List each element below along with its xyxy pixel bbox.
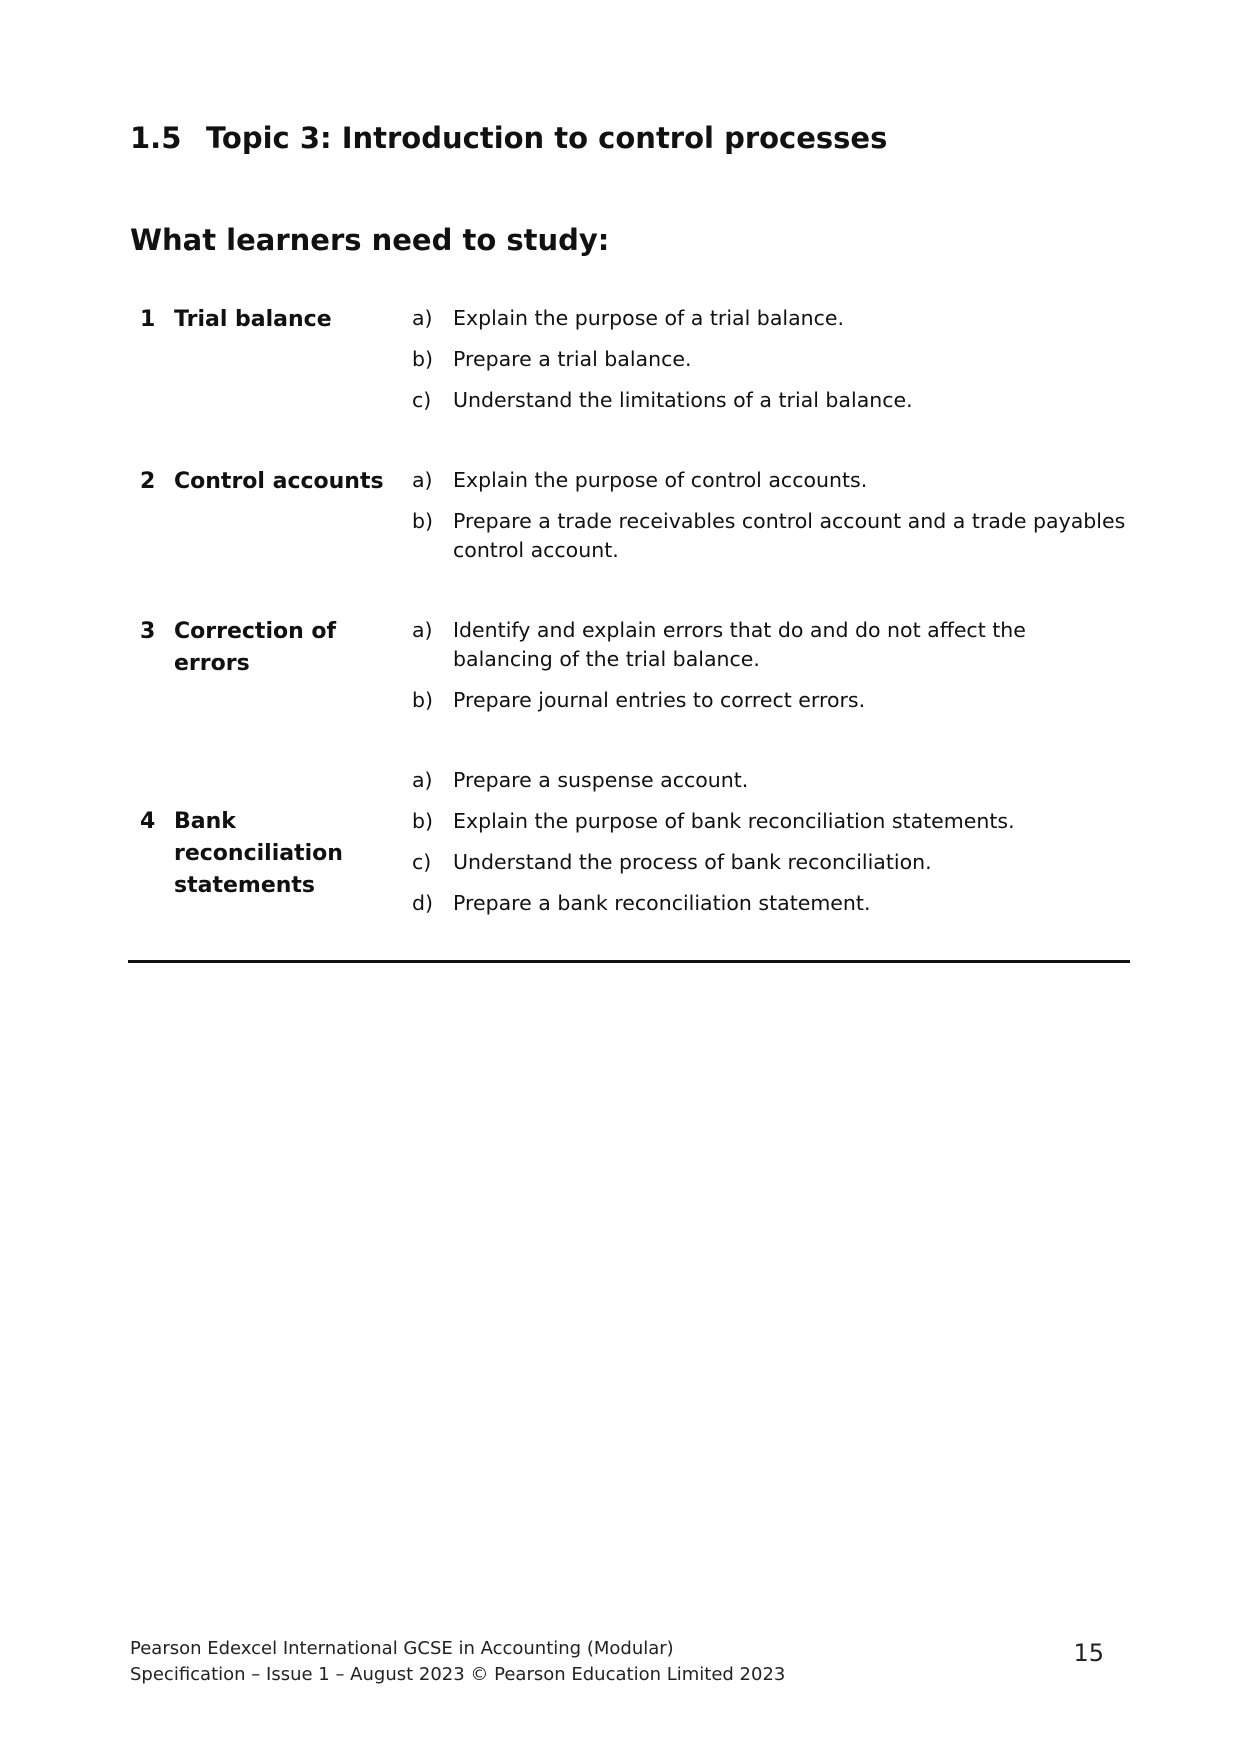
objective-item — [412, 386, 1130, 415]
objective-text: Explain the purpose of a trial balance. — [453, 306, 845, 330]
objective-list — [412, 616, 1130, 727]
objective-list — [412, 766, 1130, 930]
objective-text: Prepare a trial balance. — [453, 347, 692, 371]
section-divider — [128, 960, 1130, 963]
objective-item — [412, 304, 1130, 333]
section-number: 1.5 — [130, 121, 182, 155]
section-heading — [130, 118, 887, 158]
objective-text: Prepare journal entries to correct errors. — [453, 688, 866, 712]
objective-letter: b) — [412, 809, 434, 833]
objective-item — [412, 507, 1130, 565]
objective-text: Understand the limitations of a trial balance. — [453, 388, 913, 412]
topic-title: Trial balance — [174, 307, 332, 332]
objective-item — [412, 345, 1130, 374]
objective-letter: a) — [412, 306, 433, 330]
topic-number: 4 — [140, 809, 156, 834]
footer-line-1: Pearson Edexcel International GCSE in Accounting (Modular) — [130, 1638, 674, 1659]
objective-letter: b) — [412, 347, 434, 371]
topic-number: 1 — [140, 307, 156, 332]
objective-letter: c) — [412, 388, 432, 412]
study-subheading: What learners need to study: — [130, 223, 610, 257]
topic-title: Correction of errors — [174, 619, 337, 676]
page-footer — [130, 1636, 785, 1688]
objective-text: Prepare a trade receivables control account and a trade payables control account. — [453, 509, 1126, 562]
topic-number: 2 — [140, 469, 156, 494]
topic-number: 3 — [140, 619, 156, 644]
objective-list — [412, 466, 1130, 577]
topic-title: Control accounts — [174, 469, 384, 494]
objective-item — [412, 616, 1130, 674]
topic-label — [130, 304, 405, 336]
objective-text: Prepare a suspense account. — [453, 768, 749, 792]
objective-text: Explain the purpose of bank reconciliation statements. — [453, 809, 1015, 833]
objective-item — [412, 889, 1130, 918]
page-number: 15 — [1073, 1639, 1104, 1667]
topic-title: Bank reconciliation statements — [174, 809, 343, 898]
objective-letter: a) — [412, 618, 433, 642]
topic-label — [130, 806, 405, 902]
objective-letter: c) — [412, 850, 432, 874]
objective-letter: d) — [412, 891, 434, 915]
footer-line-2: Specification – Issue 1 – August 2023 © Pearson Education Limited 2023 — [130, 1664, 786, 1685]
topic-label — [130, 466, 405, 498]
objective-letter: b) — [412, 688, 434, 712]
objective-list — [412, 304, 1130, 427]
objective-item — [412, 848, 1130, 877]
objective-letter: b) — [412, 509, 434, 533]
objective-item — [412, 807, 1130, 836]
objective-item — [412, 686, 1130, 715]
objective-text: Identify and explain errors that do and do not affect the balancing of the trial balance. — [453, 618, 1026, 671]
objective-item — [412, 766, 1130, 795]
objective-letter: a) — [412, 468, 433, 492]
objective-text: Prepare a bank reconciliation statement. — [453, 891, 871, 915]
section-title: Topic 3: Introduction to control processes — [206, 121, 888, 155]
objective-item — [412, 466, 1130, 495]
objective-text: Understand the process of bank reconciliation. — [453, 850, 932, 874]
objective-text: Explain the purpose of control accounts. — [453, 468, 868, 492]
topic-label — [130, 616, 405, 680]
objective-letter: a) — [412, 768, 433, 792]
